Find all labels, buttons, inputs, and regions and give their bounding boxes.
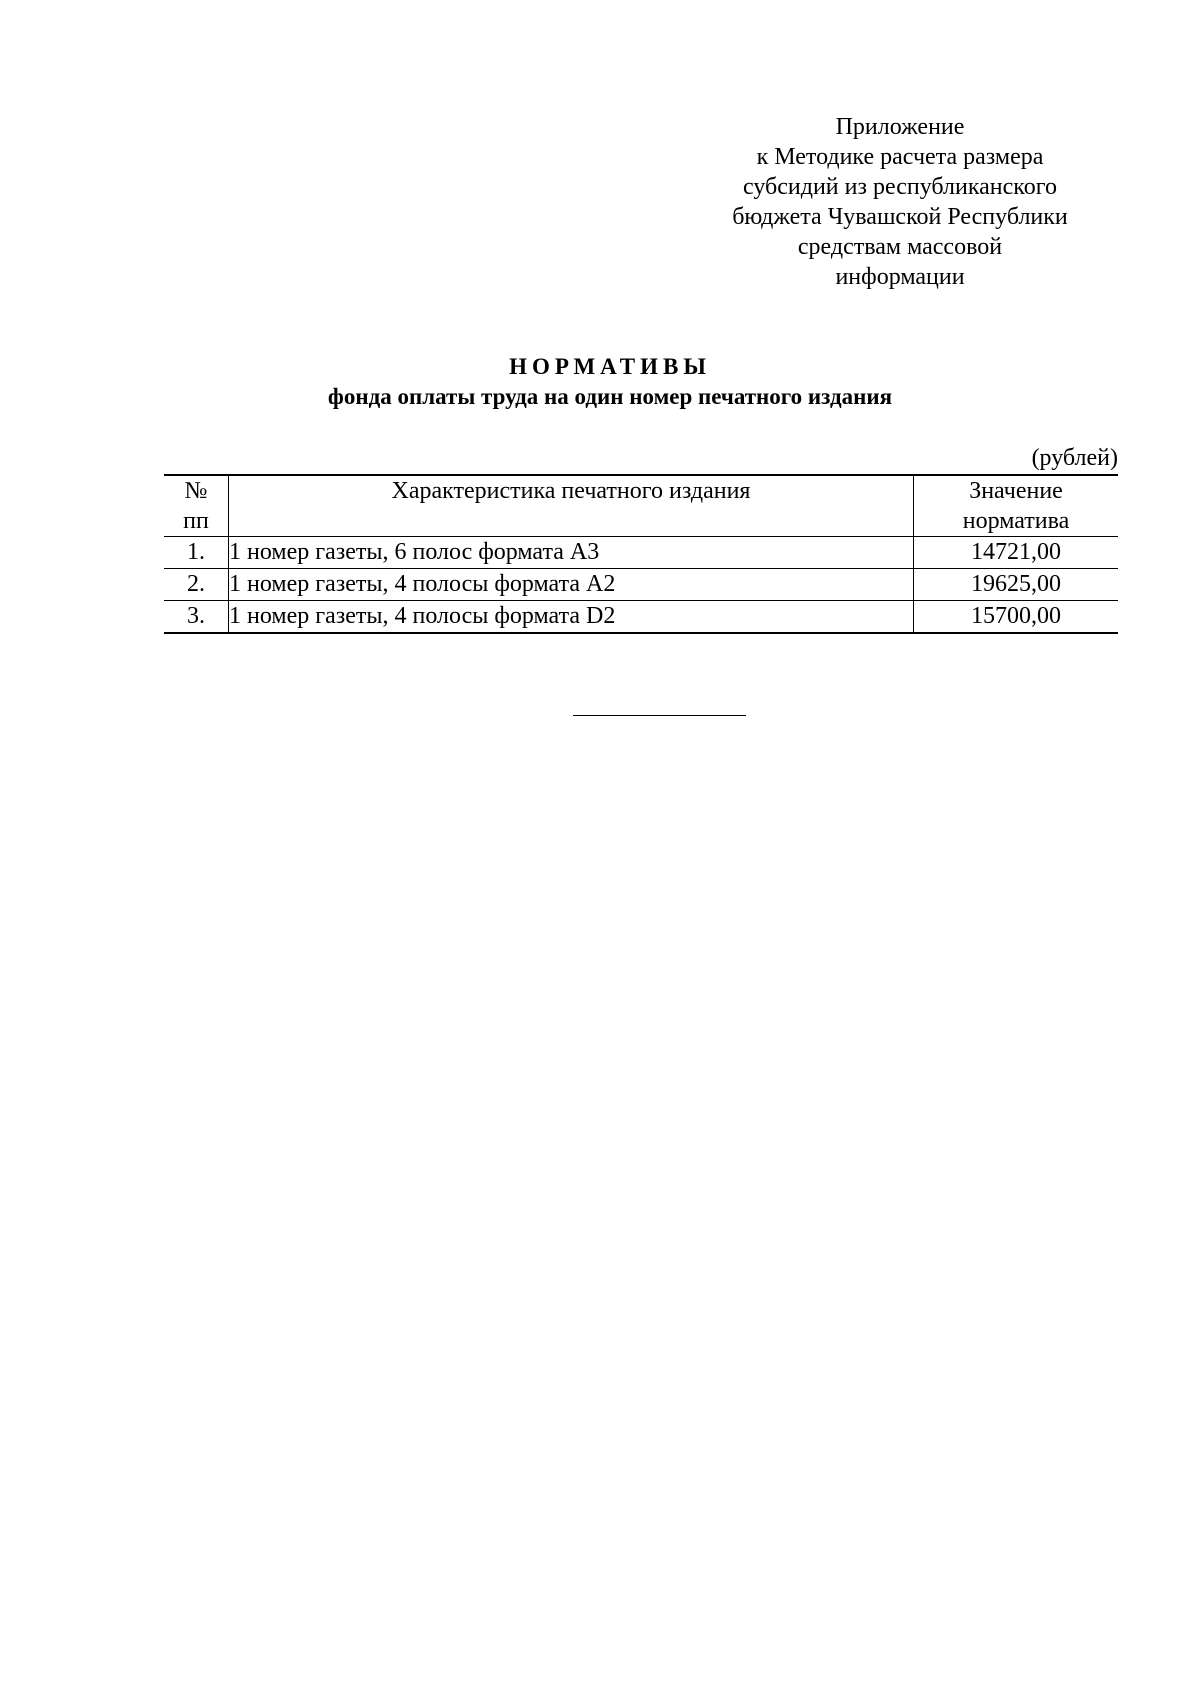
header-value-line2: норматива (962, 508, 1070, 534)
row-num: 3. (164, 601, 229, 634)
header-description: Характеристика печатного издания (229, 475, 914, 537)
row-description: 1 номер газеты, 4 полосы формата А2 (229, 569, 914, 601)
table-row (164, 601, 1118, 634)
header-num-line2: пп (183, 508, 209, 534)
document-subtitle: фонда оплаты труда на один номер печатного издания (327, 384, 893, 409)
closing-divider (573, 715, 746, 716)
table-body (164, 537, 1118, 634)
row-num: 2. (164, 569, 229, 601)
table-header (164, 475, 1118, 537)
row-description: 1 номер газеты, 4 полосы формата D2 (229, 601, 914, 634)
row-value: 15700,00 (971, 603, 1061, 629)
table-row (164, 569, 1118, 601)
table-row (164, 537, 1118, 569)
appendix-line: к Методике расчета размера (756, 144, 1044, 170)
document-title: НОРМАТИВЫ (509, 354, 711, 379)
header-num-line1: № (184, 478, 208, 504)
norms-table (164, 474, 1118, 634)
row-description: 1 номер газеты, 6 полос формата А3 (229, 537, 914, 569)
header-num (164, 475, 229, 537)
appendix-line: субсидий из республиканского (743, 174, 1057, 200)
row-value: 14721,00 (971, 539, 1061, 565)
row-value: 19625,00 (971, 571, 1061, 597)
header-row (164, 475, 1118, 537)
appendix-line: информации (835, 264, 965, 290)
appendix-line: бюджета Чувашской Республики (732, 204, 1068, 230)
appendix-line: Приложение (835, 114, 965, 140)
appendix-block (700, 112, 1100, 292)
appendix-line: средствам массовой (797, 234, 1003, 260)
row-num: 1. (164, 537, 229, 569)
header-value (914, 475, 1119, 537)
table-unit-label: (рублей) (1031, 445, 1118, 471)
header-value-line1: Значение (969, 478, 1063, 504)
